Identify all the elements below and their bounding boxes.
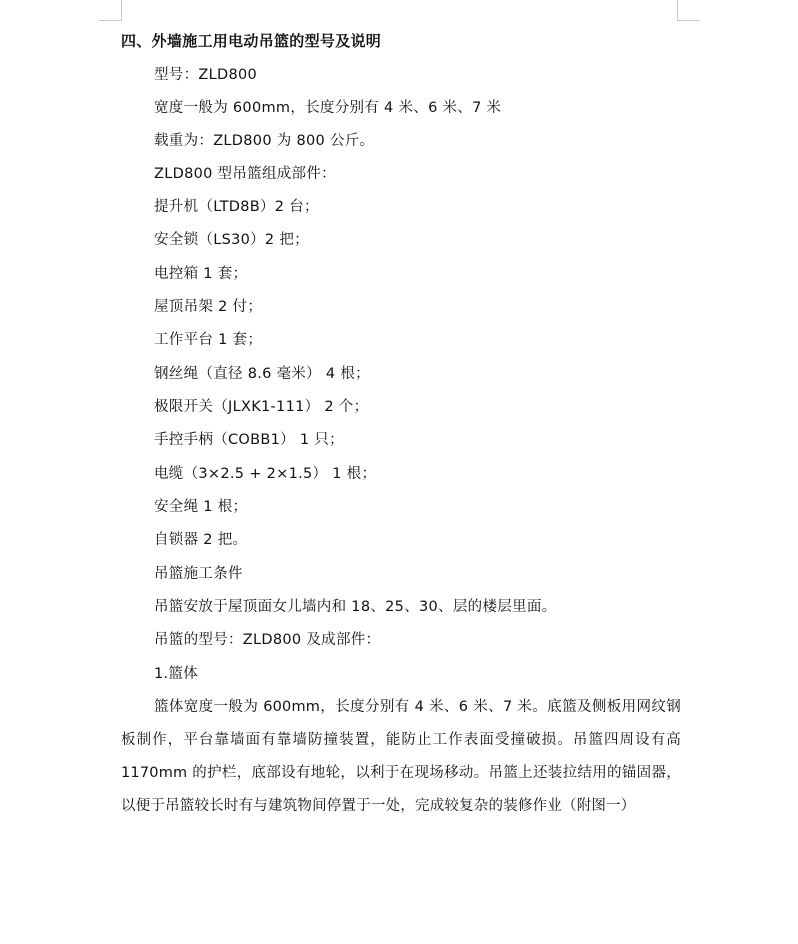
text-line-control-box: 电控箱 1 套； (154, 266, 248, 282)
subsection-basket-body: 1.篮体 (154, 666, 199, 682)
text-line-model: 型号：ZLD800 (154, 67, 258, 83)
text-line-hoist: 提升机（LTD8B）2 台； (154, 199, 319, 215)
text-line-handle: 手控手柄（COBB1） 1 只； (154, 432, 344, 448)
text-line-load: 载重为：ZLD800 为 800 公斤。 (154, 133, 375, 149)
text-line-self-lock: 自锁器 2 把。 (154, 532, 248, 548)
text-line-wire-rope: 钢丝绳（直径 8.6 毫米） 4 根； (154, 366, 370, 382)
section-heading: 四、外墙施工用电动吊篮的型号及说明 (121, 32, 382, 50)
basket-body-paragraph: 篮体宽度一般为 600mm，长度分别有 4 米、6 米、7 米。底篮及侧板用网纹钢板制作，平台靠墙面有靠墙防撞装置，能防止工作表面受撞破损。吊篮四周设有高 1170mm 的护栏，底部设有地轮，以利于在现场移动。吊篮上还装拉结用的锚固器，以便于吊篮较长时有与建筑物间停置于一处，完成较复杂的装修作业（附图一） (121, 699, 681, 814)
text-line-components: ZLD800 型吊篮组成部件： (154, 166, 336, 182)
text-line-placement: 吊篮安放于屋顶面女儿墙内和 18、25、30、层的楼层里面。 (154, 599, 557, 615)
text-line-limit-switch: 极限开关（JLXK1-111） 2 个； (154, 399, 369, 415)
text-line-safety-rope: 安全绳 1 根； (154, 499, 248, 515)
crop-mark-top-left (99, 0, 122, 21)
text-line-safety-lock: 安全锁（LS30）2 把； (154, 232, 309, 248)
text-line-model-parts: 吊篮的型号：ZLD800 及成部件： (154, 632, 381, 648)
text-line-roof-frame: 屋顶吊架 2 付； (154, 299, 263, 315)
text-line-conditions: 吊篮施工条件 (154, 566, 243, 582)
crop-mark-top-right (677, 0, 700, 21)
text-line-width: 宽度一般为 600mm，长度分别有 4 米、6 米、7 米 (154, 100, 502, 116)
text-line-platform: 工作平台 1 套； (154, 332, 263, 348)
text-line-cable: 电缆（3×2.5 + 2×1.5） 1 根； (154, 466, 377, 482)
